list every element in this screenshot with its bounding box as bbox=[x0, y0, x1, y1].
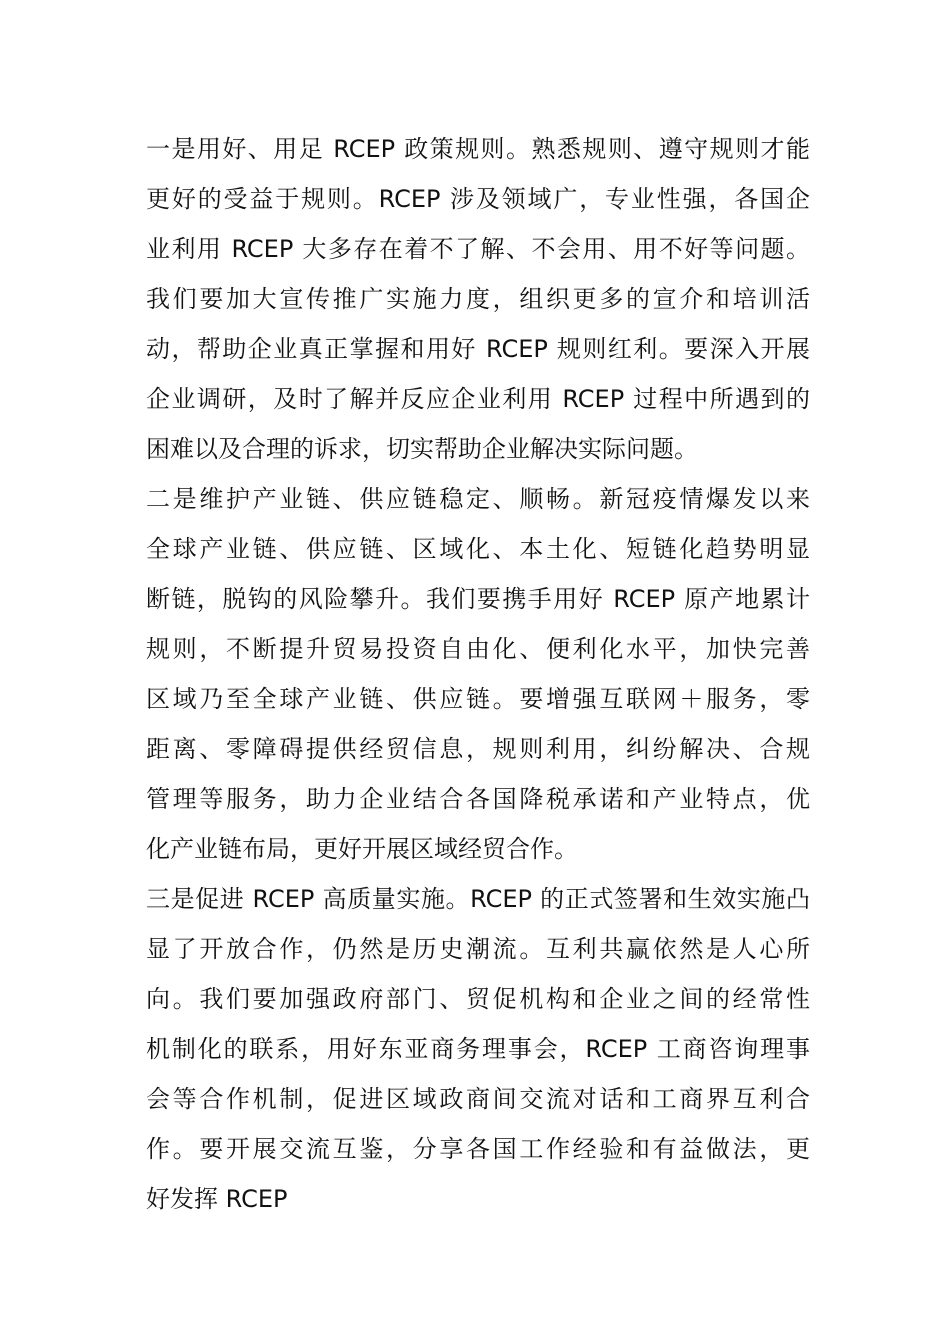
text-line: 区域乃至全球产业链、供应链。要增强互联网＋服务，零 bbox=[146, 685, 810, 713]
text-line: 我们要加大宣传推广实施力度，组织更多的宣介和培训活 bbox=[146, 285, 810, 313]
paragraph-rcep-rules bbox=[146, 124, 810, 474]
text-line: 机制化的联系，用好东亚商务理事会，RCEP 工商咨询理事 bbox=[146, 1035, 810, 1063]
text-line: 显了开放合作，仍然是历史潮流。互利共赢依然是人心所 bbox=[146, 935, 810, 963]
text-line: 动，帮助企业真正掌握和用好 RCEP 规则红利。要深入开展 bbox=[146, 335, 810, 363]
text-line: 距离、零障碍提供经贸信息，规则利用，纠纷解决、合规 bbox=[146, 735, 810, 763]
text-line: 三是促进 RCEP 高质量实施。RCEP 的正式签署和生效实施凸 bbox=[146, 885, 810, 913]
paragraph-supply-chain bbox=[146, 474, 810, 874]
text-line: 企业调研，及时了解并反应企业利用 RCEP 过程中所遇到的 bbox=[146, 385, 810, 413]
text-line: 规则，不断提升贸易投资自由化、便利化水平，加快完善 bbox=[146, 635, 810, 663]
text-line: 困难以及合理的诉求，切实帮助企业解决实际问题。 bbox=[146, 435, 698, 463]
text-line: 化产业链布局，更好开展区域经贸合作。 bbox=[146, 835, 578, 863]
text-line: 会等合作机制，促进区域政商间交流对话和工商界互利合 bbox=[146, 1085, 810, 1113]
text-line: 更好的受益于规则。RCEP 涉及领域广，专业性强，各国企 bbox=[146, 185, 810, 213]
text-line: 管理等服务，助力企业结合各国降税承诺和产业特点，优 bbox=[146, 785, 810, 813]
text-line: 向。我们要加强政府部门、贸促机构和企业之间的经常性 bbox=[146, 985, 810, 1013]
text-line: 好发挥 RCEP bbox=[146, 1185, 288, 1213]
text-line: 二是维护产业链、供应链稳定、顺畅。新冠疫情爆发以来 bbox=[146, 485, 810, 513]
text-line: 一是用好、用足 RCEP 政策规则。熟悉规则、遵守规则才能 bbox=[146, 135, 810, 163]
text-line: 作。要开展交流互鉴，分享各国工作经验和有益做法，更 bbox=[146, 1135, 810, 1163]
paragraph-high-quality-implementation bbox=[146, 874, 810, 1224]
text-line: 业利用 RCEP 大多存在着不了解、不会用、用不好等问题。 bbox=[146, 235, 810, 263]
document-body bbox=[146, 124, 810, 1224]
text-line: 断链，脱钩的风险攀升。我们要携手用好 RCEP 原产地累计 bbox=[146, 585, 810, 613]
text-line: 全球产业链、供应链、区域化、本土化、短链化趋势明显 bbox=[146, 535, 810, 563]
